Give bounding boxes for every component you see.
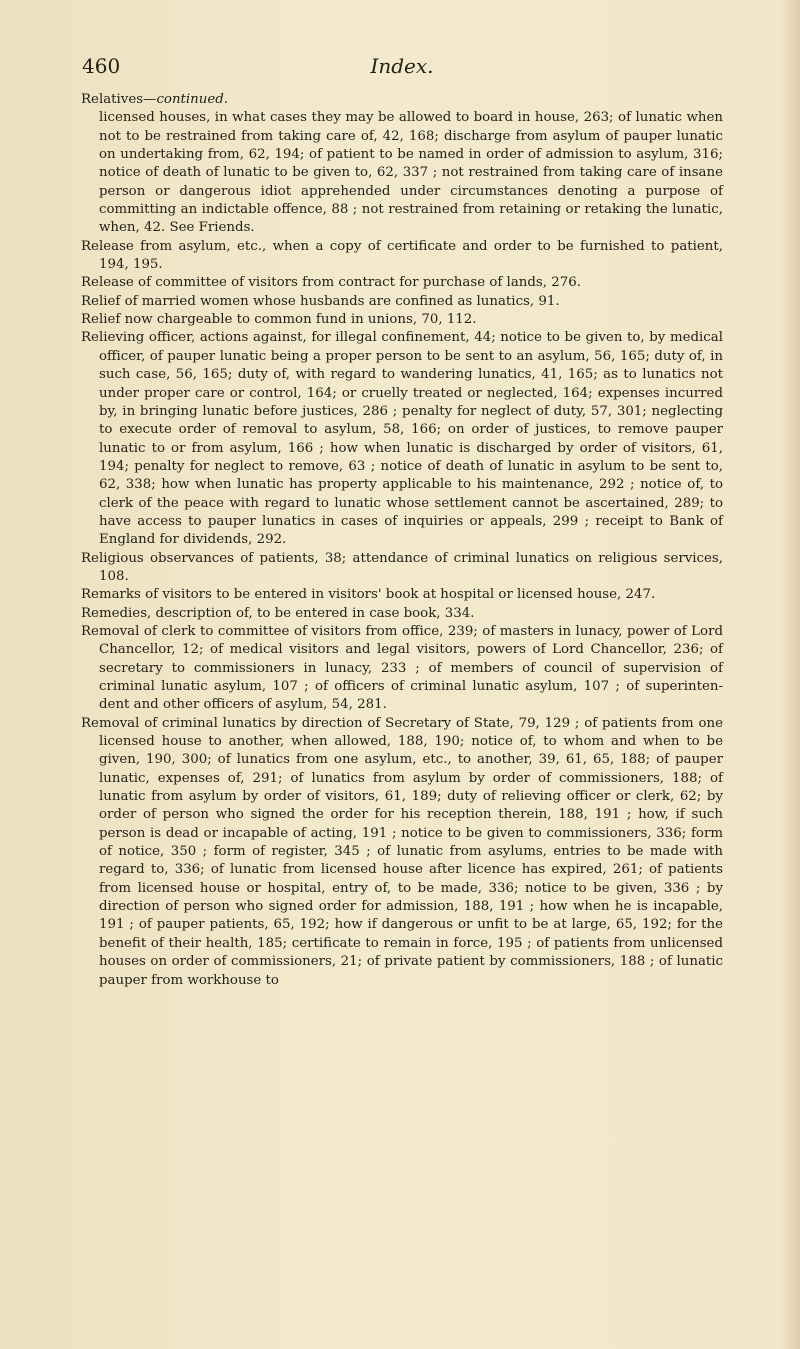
entry-term: Remedies, bbox=[81, 605, 152, 621]
entry-term: Removal bbox=[81, 715, 140, 731]
index-entry-relieving-officer bbox=[81, 329, 723, 549]
index-entry-removal-clerk bbox=[81, 623, 723, 715]
page-number: 460 bbox=[82, 54, 121, 78]
entry-text: from asylum, etc., when a copy of certificate and order to be furnished to patient, 194, 195. bbox=[99, 238, 723, 273]
entry-term: Relief bbox=[81, 312, 121, 328]
index-entry-religious bbox=[81, 550, 723, 587]
index-entry-remedies bbox=[81, 605, 723, 623]
index-entry-remarks bbox=[81, 586, 723, 604]
entry-text: observances of patients, 38; attendance of criminal lunatics on religious services, 108. bbox=[99, 550, 723, 584]
entry-text: of married women whose husbands are confined as lunatics, 91. bbox=[120, 293, 560, 309]
entry-text: description of, to be entered in case book, 334. bbox=[151, 605, 475, 621]
index-content bbox=[81, 91, 723, 990]
entry-term: Relief bbox=[81, 293, 121, 309]
entry-text: of committee of visitors from contract for purchase of lands, 276. bbox=[133, 275, 581, 291]
entry-heading bbox=[81, 91, 723, 109]
entry-dash: — bbox=[143, 92, 157, 107]
page-header bbox=[82, 54, 722, 84]
entry-text: of clerk to committee of visitors from office, 239; of masters in lunacy, power of Lord Chancellor, 12; of medical visitors and legal visitors, powers of Lord Chancellor, 236; of secretary to commissioners in lunacy, 233 ; of members of council of supervision of criminal lunatic asylum, 107 ; of officers of criminal lunatic asylum, 107 ; of superinten-dent and other officers of asylum, 54, 281. bbox=[99, 623, 723, 713]
entry-text: officer, actions against, for illegal confinement, 44; notice to be given to, by medical officer, of pauper lunatic being a proper person to be sent to an asylum, 56, 165; duty of, in such case, 56, 165; duty of, with regard to wandering lunatics, 41, 165; as to lunatics not under proper care or control, 164; or cruelly treated or neglected, 164; expenses incurred by, in bringing lunatic before justices, 286 ; penalty for neglect of duty, 57, 301; neglecting to execute order of removal to asylum, 58, 166; on order of justices, to remove pauper lunatic to or from asylum, 166 ; how when lunatic is discharged by order of visitors, 61, 194; penalty for neglect to remove, 63 ; notice of death of lunatic in asylum to be sent to, 62, 338; how when lunatic has property applicable to his maintenance, 292 ; notice of, to clerk of the peace with regard to lunatic whose settlement cannot be ascertained, 289; to have access to pauper lunatics in cases of inquiries or appeals, 299 ; receipt to Bank of England for dividends, 292. bbox=[99, 330, 723, 548]
entry-text: of criminal lunatics by direction of Secretary of State, 79, 129 ; of patients from one licensed house to another, when allowed, 188, 190; notice of, to whom and when to be given, 190, 300; of lunatics from one asylum, etc., to another, 39, 61, 65, 188; of pauper lunatic, expenses of, 291; of lunatics from asylum by order of commissioners, 188; of lunatic from asylum by order of visitors, 61, 189; duty of relieving officer or clerk, 62; by order of person who signed the order for his reception therein, 188, 191 ; how, if such person is dead or incapable of acting, 191 ; notice to be given to commissioners, 336; form of notice, 350 ; form of register, 345 ; of lunatic from asylums, entries to be made with regard to, 336; of lunatic from licensed house after licence has expired, 261; of patients from licensed house or hospital, entry of, to be made, 336; notice to be given, 336 ; by direction of person who signed order for admission, 188, 191 ; how when he is incapable, 191 ; of pauper patients, 65, 192; how if dangerous or unfit to be at large, 65, 192; for the benefit of their health, 185; certificate to remain in force, 195 ; of patients from unlicensed houses on order of commissioners, 21; of private patient by commissioners, 188 ; of lunatic pauper from workhouse to bbox=[99, 715, 723, 988]
continued-label: continued. bbox=[156, 92, 229, 107]
index-entry-relief-common-fund bbox=[81, 311, 723, 329]
entry-text: of visitors to be entered in visitors' book at hospital or licensed house, 247. bbox=[140, 587, 656, 603]
entry-term: Relieving bbox=[81, 330, 145, 346]
entry-term: Release bbox=[81, 238, 134, 254]
entry-term: Relatives bbox=[81, 92, 144, 107]
index-entry-release-asylum bbox=[81, 238, 723, 275]
entry-text: now chargeable to common fund in unions, 70, 112. bbox=[120, 312, 477, 328]
entry-text: licensed houses, in what cases they may be allowed to board in house, 263; of lunatic when not to be restrained from taking care of, 42, 168; discharge from asylum of pauper lunatic on undertaking from, 62, 194; of patient to be named in order of admission to asylum, 316; notice of death of lunatic to be given to, 62, 337 ; not restrained from taking care of insane person or dangerous idiot apprehended under circumstances denoting a purpose of committing an indictable offence, 88 ; not restrained from retaining or retaking the lunatic, when, 42. See Friends. bbox=[99, 110, 723, 236]
index-entry-removal-criminal-lunatics bbox=[81, 715, 723, 990]
entry-term: Religious bbox=[81, 550, 144, 566]
index-entry-relief-married-women bbox=[81, 293, 723, 311]
running-head: Index. bbox=[370, 54, 434, 78]
index-entry-relatives bbox=[81, 91, 723, 238]
entry-term: Removal bbox=[81, 623, 140, 639]
entry-term: Remarks bbox=[81, 587, 141, 603]
entry-term: Release bbox=[81, 275, 134, 291]
index-entry-release-committee bbox=[81, 274, 723, 292]
page-edge-shadow bbox=[780, 0, 800, 1349]
